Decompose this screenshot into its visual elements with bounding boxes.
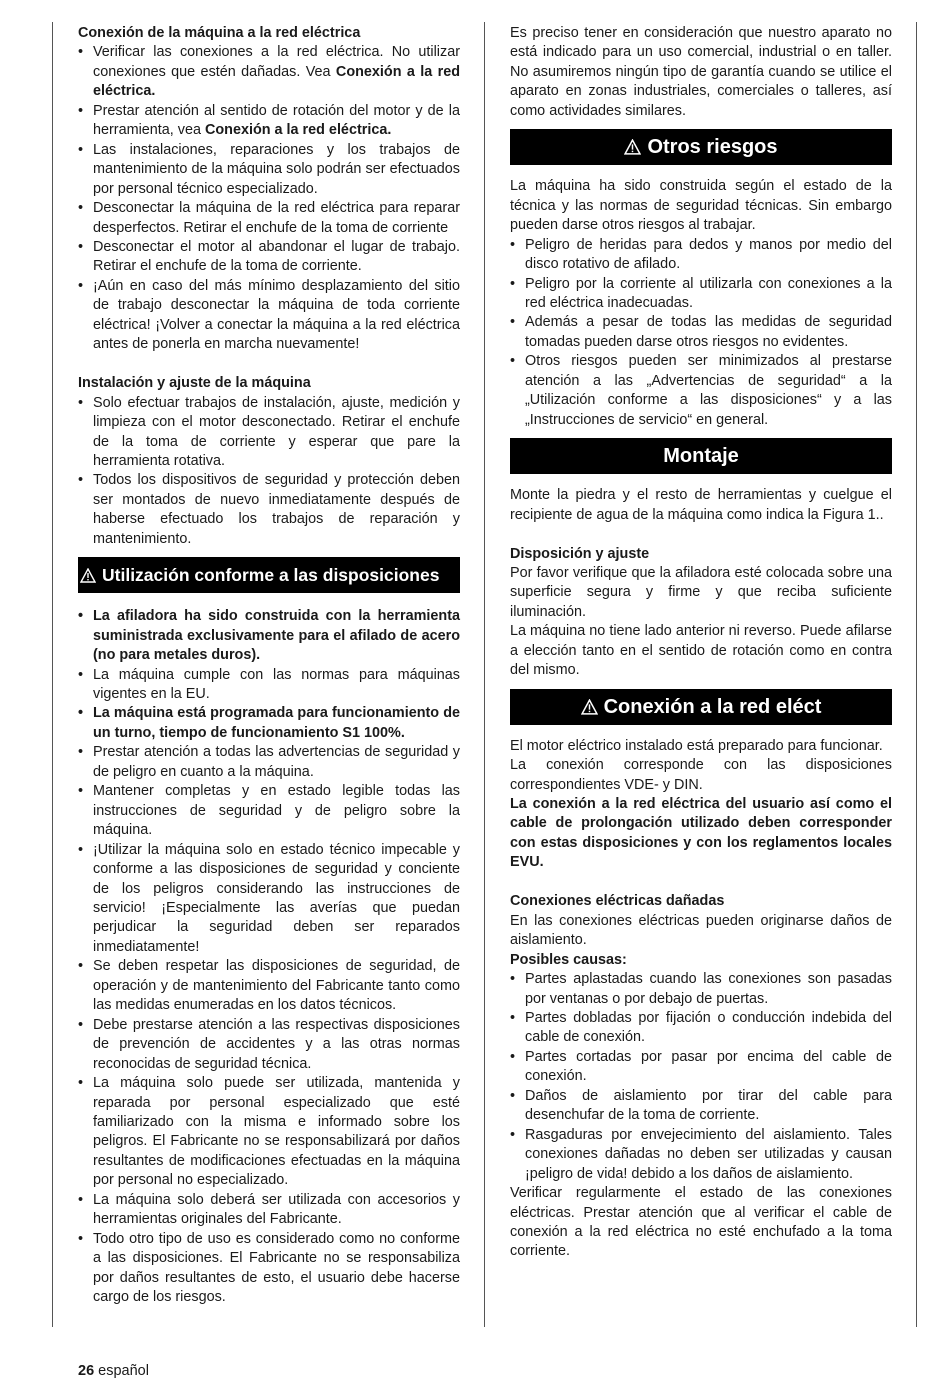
list-item: • Además a pesar de todas las medidas de seguridad tomadas pueden darse otros riesgos no evidentes. <box>510 313 892 352</box>
list-item: • Peligro de heridas para dedos y manos por medio del disco rotativo de afilado. <box>510 236 892 275</box>
left-margin-rule <box>52 22 53 1327</box>
list-item: • La máquina está programada para funcionamiento de un turno, tiempo de funcionamiento S1 100%. <box>78 704 460 743</box>
list-item: • Rasgaduras por envejecimiento del aislamiento. Tales conexiones dañadas no deben ser utilizadas y causan ¡peligro de vida! debido a los daños de aislamiento. <box>510 1126 892 1184</box>
list-item: • ¡Aún en caso del más mínimo desplazamiento del sitio de trabajo desconectar la máquina de toda corriente eléctrica! ¡Volver a conectar la máquina a la red eléctrica antes de ponerla en marcha nuevamente! <box>78 277 460 355</box>
heading-disposicion: Disposición y ajuste <box>510 545 650 562</box>
list-item: • Todos los dispositivos de seguridad y protección deben ser montados de nuevo inmediatamente después de haberse efectuado los trabajos de reparación y mantenimiento. <box>78 471 460 549</box>
conexion-paragraph-1: El motor eléctrico instalado está preparado para funcionar. <box>510 737 883 754</box>
warning-icon <box>581 699 598 715</box>
heading-posibles-causas: Posibles causas: <box>510 951 627 968</box>
list-causas <box>510 970 892 1184</box>
banner-title: Montaje <box>663 445 739 468</box>
danos-paragraph: En las conexiones eléctricas pueden originarse daños de aislamiento. <box>510 912 892 949</box>
page-footer <box>78 1363 149 1379</box>
list-item: • Las instalaciones, reparaciones y los trabajos de mantenimiento de la máquina solo podrán ser efectuados por personal técnico especializado. <box>78 141 460 199</box>
warning-icon <box>624 139 641 155</box>
list-item: • Peligro por la corriente al utilizarla con conexiones a la red eléctrica inadecuadas. <box>510 275 892 314</box>
conexion-paragraph-2: La conexión corresponde con las disposiciones correspondientes VDE- y DIN. <box>510 757 892 793</box>
list-item: • Desconectar la máquina de la red eléctrica para reparar desperfectos. Retirar el enchufe de la toma de corriente <box>78 199 460 238</box>
page-number: 26 <box>78 1363 95 1379</box>
list-item: • Partes cortadas por pasar por encima del cable de conexión. <box>510 1048 892 1087</box>
right-margin-rule <box>916 22 917 1327</box>
list-utilizacion <box>78 607 460 1307</box>
banner-title: Otros riesgos <box>647 136 778 159</box>
heading-instalacion: Instalación y ajuste de la máquina <box>78 375 311 392</box>
cross-reference: Conexión a la red eléctrica. <box>204 122 392 139</box>
list-item <box>78 43 460 101</box>
banner-utilizacion <box>78 557 460 593</box>
right-column <box>510 24 892 1262</box>
disposicion-paragraph-1: Por favor verifique que la afiladora esté colocada sobre una superficie segura y firme y que reciba suficiente iluminación. <box>510 564 892 620</box>
cross-reference: Conexión a la red eléctrica. <box>93 63 460 100</box>
list-item: • La máquina solo deberá ser utilizada con accesorios y herramientas originales del Fabricante. <box>78 1191 460 1230</box>
list-item: • Todo otro tipo de uso es considerado como no conforme a las disposiciones. El Fabricante no se responsabiliza por daños resultantes de esto, el usuario debe hacerse cargo de los riesgos. <box>78 1230 460 1308</box>
left-column <box>78 24 460 1308</box>
banner-otros-riesgos <box>510 129 892 165</box>
list-item: • Desconectar el motor al abandonar el lugar de trabajo. Retirar el enchufe de la toma de corriente. <box>78 238 460 277</box>
banner-conexion-red <box>510 689 892 725</box>
list-instalacion <box>78 394 460 550</box>
conexion-bold-paragraph: La conexión a la red eléctrica del usuario así como el cable de prolongación utilizado deben corresponder con estas disposiciones y con los reglamentos locales EVU. <box>510 796 892 871</box>
heading-conexiones-danadas: Conexiones eléctricas dañadas <box>510 893 725 910</box>
column-divider-rule <box>484 22 485 1327</box>
list-item: • Partes dobladas por fijación o conducción indebida del cable de conexión. <box>510 1009 892 1048</box>
risks-intro: La máquina ha sido construida según el estado de la técnica y las normas de seguridad técnicas. Sin embargo pueden darse otros riesgos al trabajar. <box>510 178 892 234</box>
warning-icon <box>80 568 96 583</box>
heading-conexion-maquina: Conexión de la máquina a la red eléctrica <box>78 25 361 41</box>
list-item: • Solo efectuar trabajos de instalación, ajuste, medición y limpieza con el motor desconectado. Retirar el enchufe de la toma de corriente y esperar que pare la herramienta rotativa. <box>78 394 460 472</box>
list-item: • La máquina solo puede ser utilizada, mantenida y reparada por personal especializado que esté familiarizado con la misma e informado sobre los peligros. El Fabricante no se responsabilizará por daños resultantes de modificaciones efectuadas en la máquina por personal no especializado. <box>78 1074 460 1191</box>
list-item: • Daños de aislamiento por tirar del cable para desenchufar de la toma de corriente. <box>510 1087 892 1126</box>
list-item: • La afiladora ha sido construida con la herramienta suministrada exclusivamente para el afilado de acero (no para metales duros). <box>78 607 460 665</box>
banner-montaje <box>510 438 892 474</box>
list-item: • Mantener completas y en estado legible todas las instrucciones de seguridad y de peligro sobre la máquina. <box>78 782 460 840</box>
list-item-text: Verificar las conexiones a la red eléctrica. No utilizar conexiones que estén dañadas. Vea <box>93 44 460 80</box>
banner-title: Utilización conforme a las disposiciones <box>102 565 440 586</box>
intro-paragraph: Es preciso tener en consideración que nuestro aparato no está indicado para un uso comercial, industrial o en taller. No asumiremos ningún tipo de garantía cuando se utilice el aparato en zonas industriales, comerciales o talleres, así como actividades similares. <box>510 25 892 119</box>
list-item <box>78 102 460 141</box>
list-item: • ¡Utilizar la máquina solo en estado técnico impecable y conforme a las disposiciones de seguridad y conciente de los peligros considerando las instrucciones de servicio! ¡Especialmente las averías que puedan perjudicar la seguridad deben ser reparados inmediatamente! <box>78 841 460 958</box>
list-item: • Debe prestarse atención a las respectivas disposiciones de prevención de accidentes y a las otras normas reconocidas de seguridad técnica. <box>78 1016 460 1074</box>
list-conexion <box>78 43 460 354</box>
list-item: • La máquina cumple con las normas para máquinas vigentes en la EU. <box>78 666 460 705</box>
list-riesgos <box>510 236 892 431</box>
montaje-paragraph: Monte la piedra y el resto de herramientas y cuelgue el recipiente de agua de la máquina como indica la Figura 1.. <box>510 487 892 523</box>
list-item: • Partes aplastadas cuando las conexiones son pasadas por ventanas o por debajo de puertas. <box>510 970 892 1009</box>
banner-title: Conexión a la red eléct <box>603 695 822 718</box>
list-item: • Se deben respetar las disposiciones de seguridad, de operación y de mantenimiento del Fabricante tanto como las medidas enumeradas en los datos técnicos. <box>78 957 460 1015</box>
list-item: • Otros riesgos pueden ser minimizados al prestarse atención a las „Advertencias de seguridad“ a la „Utilización conforme a las disposiciones“ y a las „Instrucciones de servicio“ en general. <box>510 352 892 430</box>
disposicion-paragraph-2: La máquina no tiene lado anterior ni reverso. Puede afilarse a elección tanto en el sentido de rotación como en contra del mismo. <box>510 623 892 679</box>
list-item: • Prestar atención a todas las advertencias de seguridad y de peligro en cuanto a la máquina. <box>78 743 460 782</box>
list-item-text: Prestar atención al sentido de rotación del motor y de la herramienta, vea <box>93 102 460 139</box>
footer-language: español <box>98 1363 149 1379</box>
final-paragraph: Verificar regularmente el estado de las conexiones eléctricas. Prestar atención que al verificar el cable de conexión a la red eléctrica no esté enchufado a la toma corriente. <box>510 1185 892 1260</box>
